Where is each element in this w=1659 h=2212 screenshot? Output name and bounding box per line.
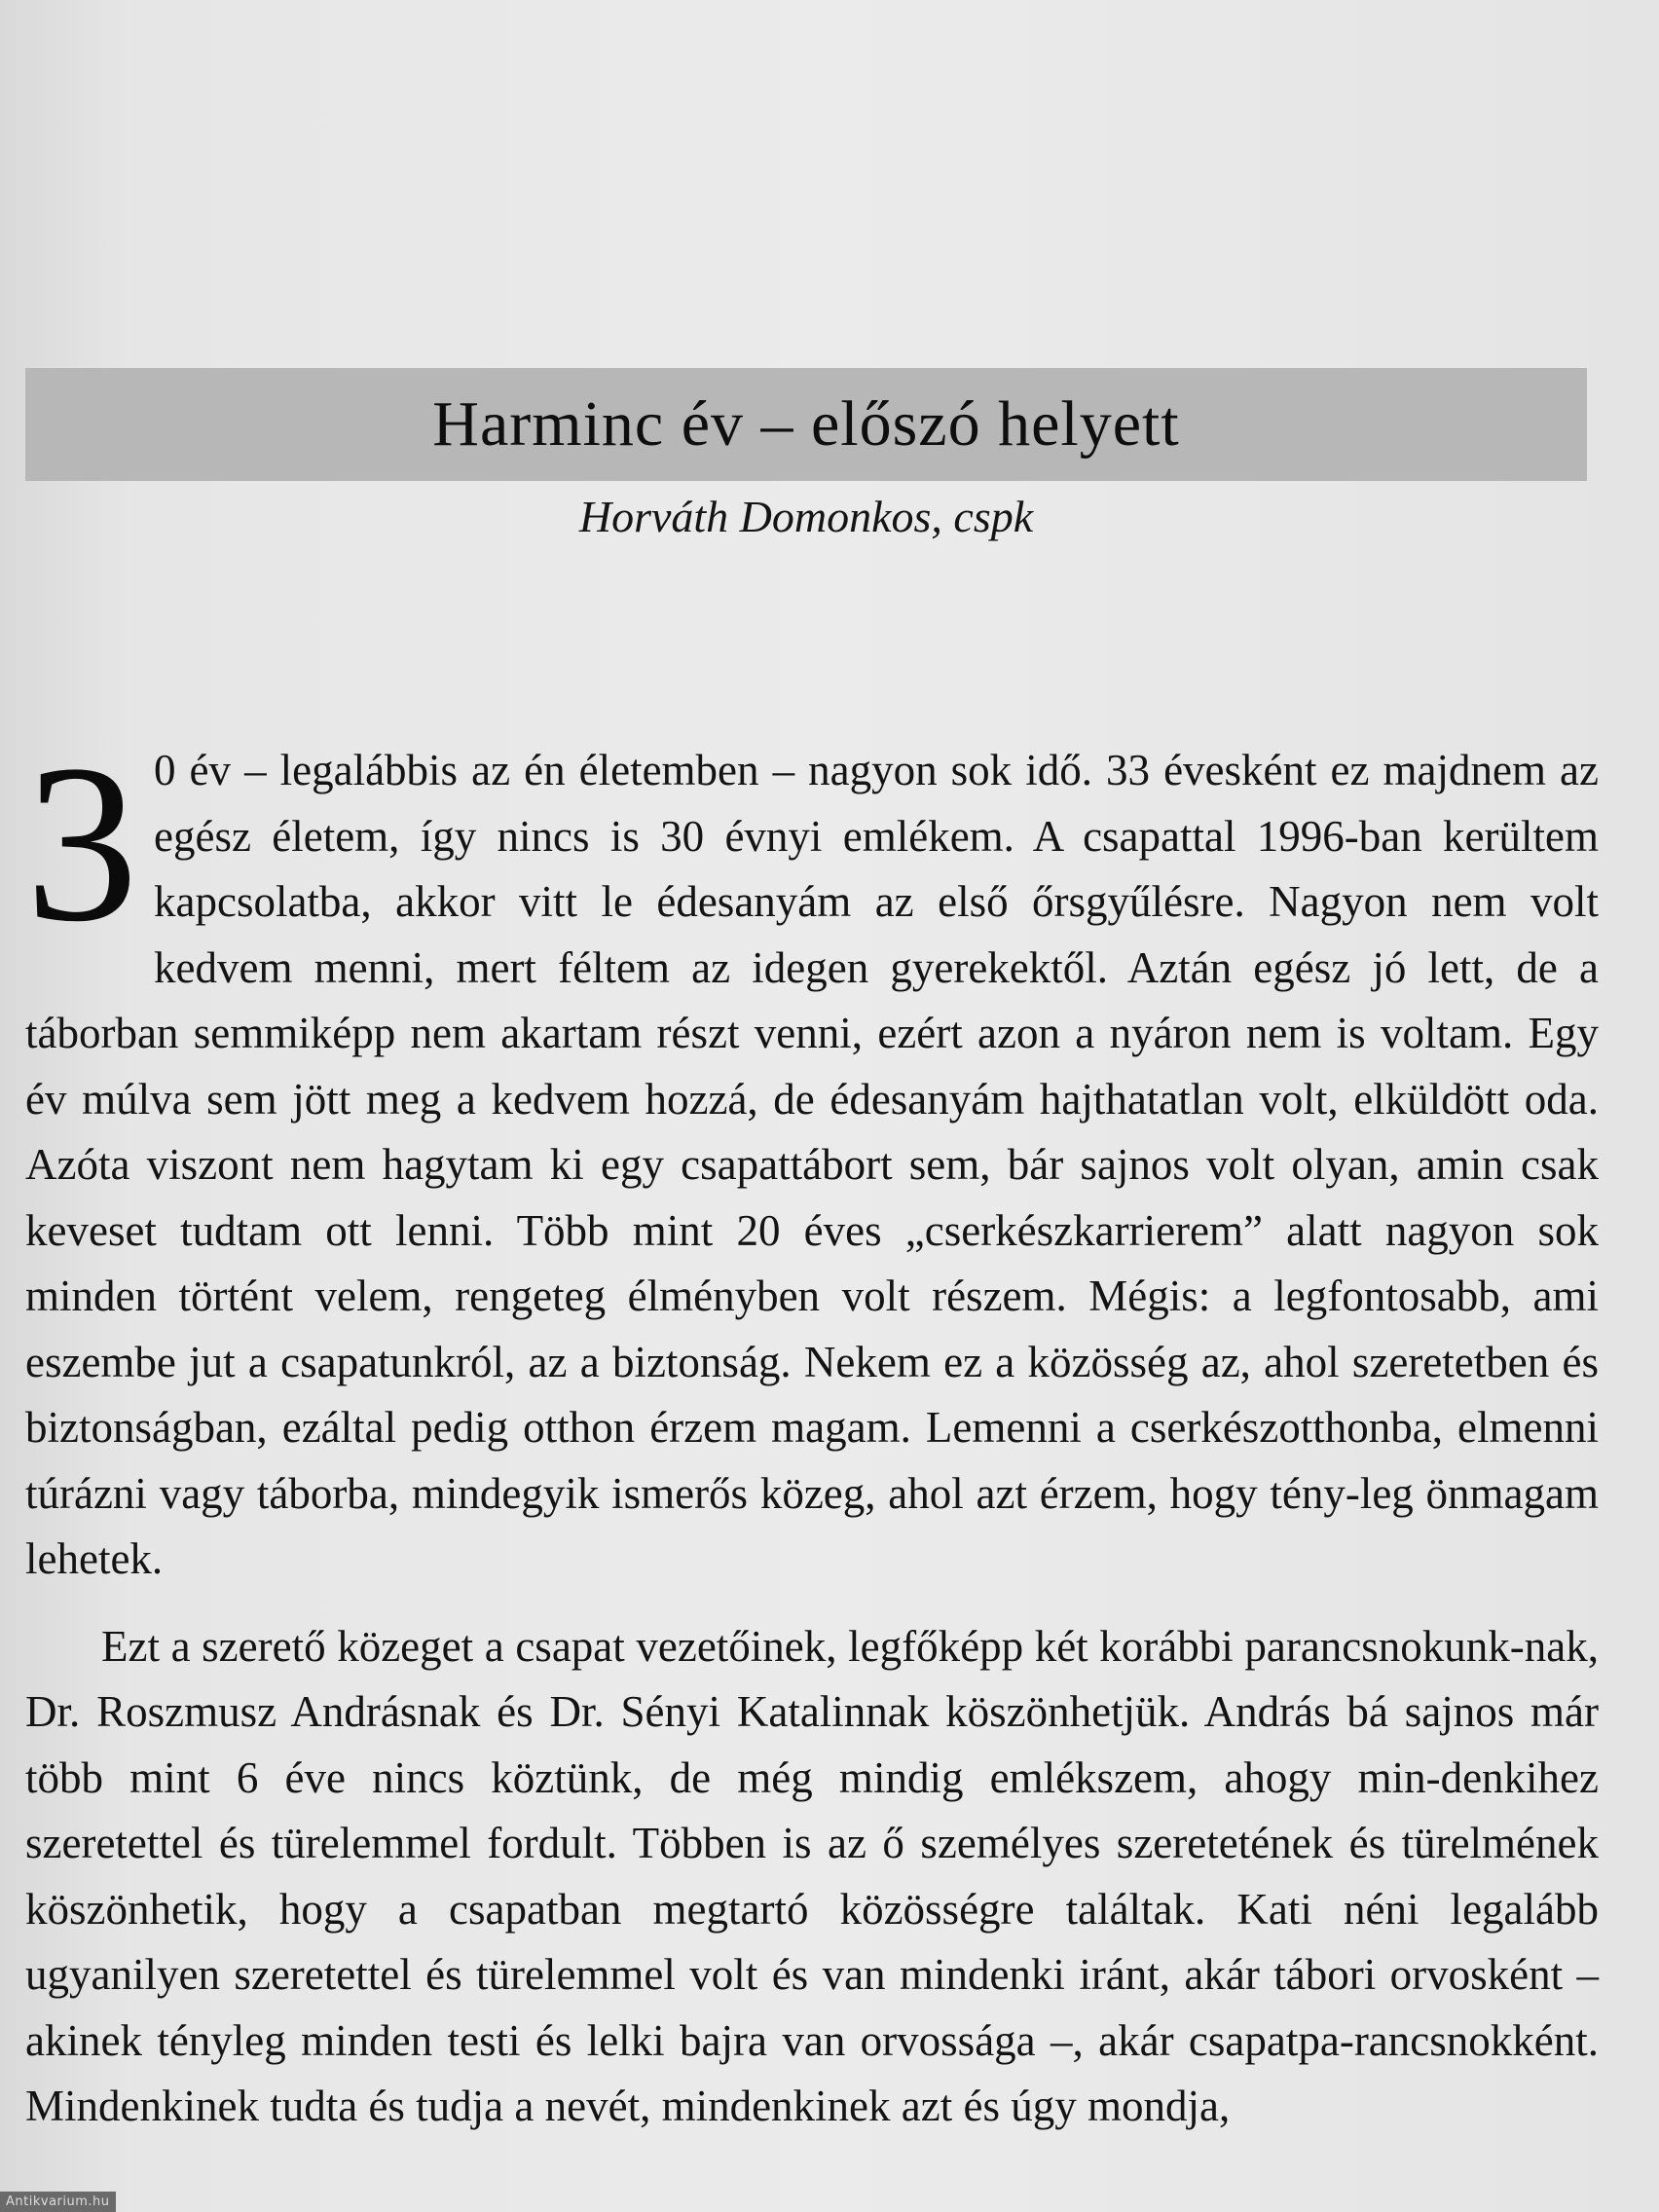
paragraph-1-text: 0 év – legalábbis az én életemben – nagyon sok idő. 33 évesként ez majdnem az egész életem, így nincs is 30 évnyi emlékem. A csapattal 1996-ban kerültem kapcsolatba, akkor vitt le édesanyám az első őrsgyűlésre. Nagyon nem volt kedvem menni, mert féltem az idegen gyerekektől. Aztán egész jó lett, de a táborban semmiképp nem akartam részt venni, ezért azon a nyáron nem is voltam. Egy év múlva sem jött meg a kedvem hozzá, de édesanyám hajthatatlan volt, elküldött oda. Azóta viszont nem hagytam ki egy csapattábort sem, bár sajnos volt olyan, amin csak keveset tudtam ott lenni. Több mint 20 éves „cserkészkarrierem” alatt nagyon sok minden történt velem, rengeteg élményben volt részem. Mégis: a legfontosabb, ami eszembe jut a csapatunkról, az a biztonság. Nekem ez a közösség az, ahol szeretetben és biztonságban, ezáltal pedig otthon érzem magam. Lemenni a cserkészotthonba, elmenni túrázni vagy táborba, mindegyik ismerős közeg, ahol azt érzem, hogy tény-leg önmagam lehetek.	[25, 746, 1599, 1583]
chapter-author: Horváth Domonkos, cspk	[578, 492, 1034, 541]
chapter-body	[25, 719, 1599, 2140]
paragraph-1	[25, 719, 1599, 1593]
watermark-label: Antikvarium.hu	[0, 2192, 116, 2212]
paragraph-2: Ezt a szerető közeget a csapat vezetőinek, legfőképp két korábbi parancsnokunk-nak, Dr. Roszmusz Andrásnak és Dr. Sényi Katalinnak köszönhetjük. András bá sajnos már több mint 6 éve nincs köztünk, de még mindig emlékszem, ahogy min-denkihez szeretettel és türelemmel fordult. Többen is az ő személyes szeretetének és türelmének köszönhetik, hogy a csapatban megtartó közösségre találtak. Kati néni legalább ugyanilyen szeretettel és türelemmel volt és van mindenki iránt, akár tábori orvosként – akinek tényleg minden testi és lelki bajra van orvossága –, akár csapatpa-rancsnokként. Mindenkinek tudta és tudja a nevét, mindenkinek azt és úgy mondja,	[25, 1621, 1599, 2130]
chapter-title-band	[25, 368, 1587, 481]
drop-cap: 3	[25, 719, 138, 969]
chapter-title: Harminc év – előszó helyett	[432, 388, 1180, 460]
